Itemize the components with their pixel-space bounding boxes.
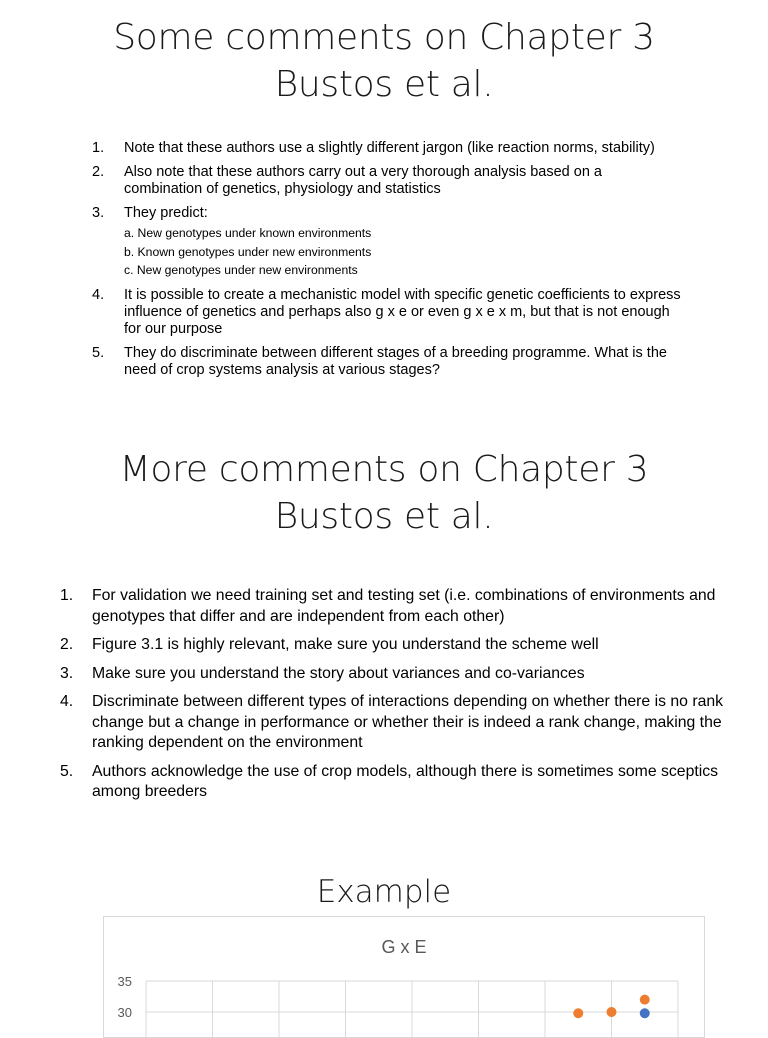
list-item (60, 692, 740, 754)
list-item-text: Make sure you understand the story about variances and co-variances (92, 664, 585, 682)
list-item-number: 5. (92, 344, 105, 361)
slide-1-title-line1: Some comments on Chapter 3 (113, 17, 655, 58)
slide-2-list (60, 586, 740, 811)
list-item-text: Also note that these authors carry out a very thorough analysis based on a combination of genetics, physiology and statistics (124, 164, 602, 197)
list-item-text: For validation we need training set and testing set (i.e. combinations of environments and genotypes that differ and are independent from each other) (92, 587, 716, 625)
list-item (60, 762, 740, 803)
y-tick-label: 30 (117, 1005, 132, 1020)
list-item-number: 4. (92, 286, 105, 303)
list-item-number: 1. (60, 587, 74, 604)
slide-1-title-line2: Bustos et al. (274, 64, 494, 105)
list-item-number: 1. (92, 140, 105, 156)
sub-list-item: b. Known genotypes under new environments (124, 244, 372, 259)
list-item-text: Note that these authors use a slightly different jargon (like reaction norms, stability) (124, 140, 655, 156)
chart-title: G x E (381, 937, 427, 957)
list-item (60, 586, 740, 627)
slide-3 (0, 870, 768, 914)
list-item (92, 345, 682, 379)
list-item-number: 4. (60, 693, 74, 710)
list-item (60, 664, 740, 685)
slide-2-title (0, 444, 768, 540)
list-item-number: 2. (60, 636, 74, 653)
list-item-text: They do discriminate between different stages of a breeding programme. What is the need of crop systems analysis at various stages? (124, 344, 667, 378)
list-item-text: Figure 3.1 is highly relevant, make sure you understand the scheme well (92, 636, 599, 653)
list-item-text: Authors acknowledge the use of crop models, although there is sometimes some sceptics among breeders (92, 762, 719, 800)
slide-1 (0, 0, 768, 378)
list-item (92, 164, 682, 198)
slide-2-title-line1: More comments on Chapter 3 (119, 449, 649, 490)
list-item-text: They predict: (124, 205, 208, 221)
y-tick-label: 35 (117, 974, 132, 989)
slide-1-title (0, 0, 768, 108)
sub-list-item: a. New genotypes under known environments (124, 226, 372, 240)
slide-1-list (92, 140, 682, 386)
list-item-number: 2. (92, 164, 105, 180)
sub-list (124, 224, 682, 280)
sub-list-item: c. New genotypes under new environments (124, 263, 358, 277)
gxe-chart (104, 917, 704, 1037)
slide-3-title: Example (316, 874, 452, 910)
list-item-text: Discriminate between different types of interactions depending on whether there is no rank change but a change in performance or whether their is indeed a rank change, making the ranking dependent on the environment (92, 693, 724, 751)
list-item (92, 287, 682, 338)
data-point (640, 995, 650, 1005)
list-item (92, 140, 682, 157)
list-item (92, 205, 682, 280)
list-item-number: 3. (60, 664, 74, 682)
list-item-number: 3. (92, 205, 105, 221)
data-point (573, 1008, 583, 1018)
data-point (640, 1008, 650, 1018)
list-item-text: It is possible to create a mechanistic model with specific genetic coefficients to express influence of genetics and perhaps also g x e or even g x e x m, but that is not enough for our purpose (124, 286, 681, 337)
slide-2-title-line2: Bustos et al. (274, 496, 494, 537)
slide-2 (0, 444, 768, 800)
data-point (607, 1007, 617, 1017)
chart-area (103, 916, 705, 1038)
list-item-number: 5. (60, 762, 74, 780)
list-item (60, 635, 740, 656)
